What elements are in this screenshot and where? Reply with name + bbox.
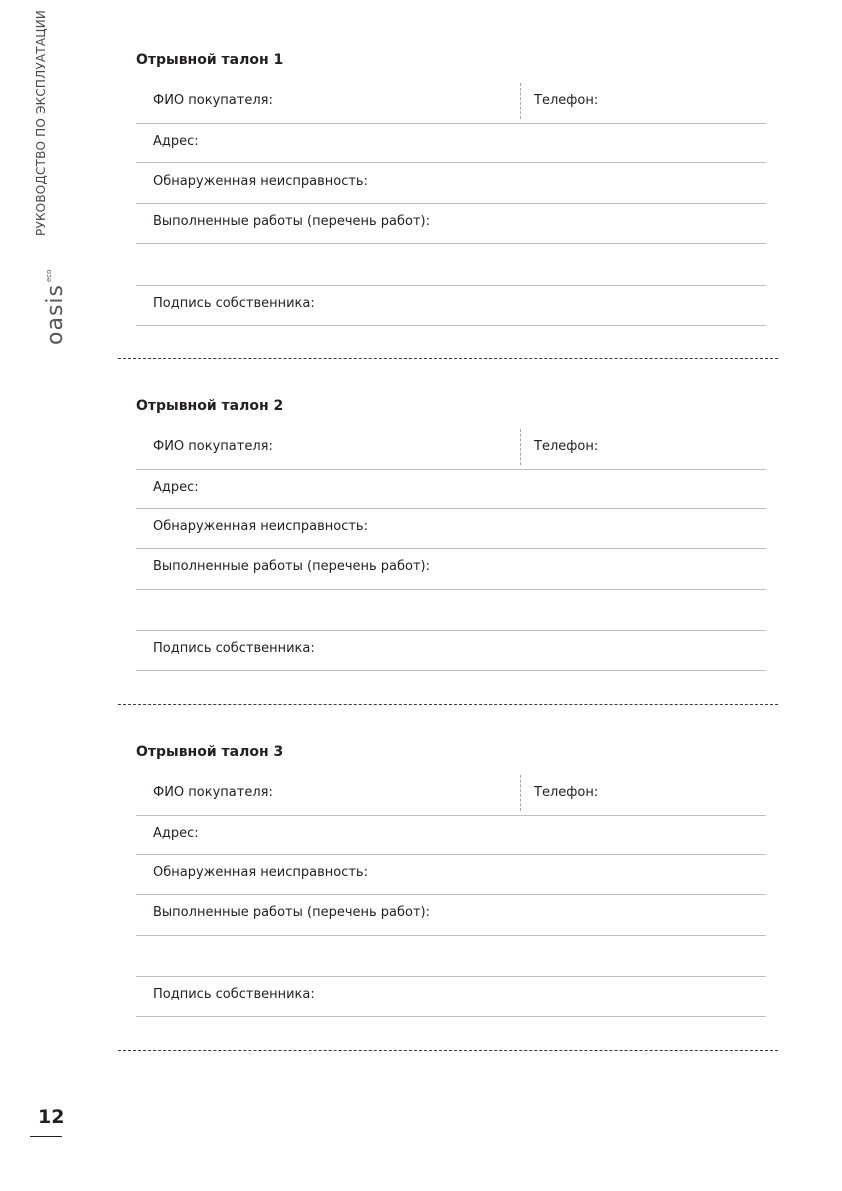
page-number-rule bbox=[30, 1136, 62, 1137]
phone-divider bbox=[520, 429, 521, 465]
buyer-name-label: ФИО покупателя: bbox=[153, 785, 273, 800]
signature-row[interactable] bbox=[136, 977, 766, 1017]
signature-row[interactable] bbox=[136, 286, 766, 326]
page-number: 12 bbox=[38, 1106, 65, 1128]
works-label: Выполненные работы (перечень работ): bbox=[153, 905, 430, 920]
works-row[interactable] bbox=[136, 204, 766, 244]
signature-label: Подпись собственника: bbox=[153, 987, 315, 1002]
buyer-name-label: ФИО покупателя: bbox=[153, 93, 273, 108]
address-row[interactable] bbox=[136, 124, 766, 163]
coupon-title: Отрывной талон 3 bbox=[136, 744, 284, 760]
works-blank-row[interactable] bbox=[136, 244, 766, 286]
address-label: Адрес: bbox=[153, 480, 199, 495]
defect-row[interactable] bbox=[136, 163, 766, 204]
defect-label: Обнаруженная неисправность: bbox=[153, 865, 368, 880]
works-blank-row[interactable] bbox=[136, 936, 766, 977]
phone-label: Телефон: bbox=[534, 93, 599, 108]
manual-title: РУКОВОДСТВО ПО ЭКСПЛУАТАЦИИ bbox=[34, 9, 48, 236]
defect-label: Обнаруженная неисправность: bbox=[153, 174, 368, 189]
phone-label: Телефон: bbox=[534, 785, 599, 800]
coupon-title: Отрывной талон 2 bbox=[136, 398, 284, 414]
cut-line bbox=[118, 358, 778, 359]
buyer-name-label: ФИО покупателя: bbox=[153, 439, 273, 454]
brand-suffix: eco bbox=[45, 269, 53, 283]
signature-label: Подпись собственника: bbox=[153, 641, 315, 656]
phone-label: Телефон: bbox=[534, 439, 599, 454]
signature-row[interactable] bbox=[136, 631, 766, 671]
phone-divider bbox=[520, 775, 521, 811]
works-label: Выполненные работы (перечень работ): bbox=[153, 214, 430, 229]
phone-divider bbox=[520, 83, 521, 119]
works-label: Выполненные работы (перечень работ): bbox=[153, 559, 430, 574]
buyer-phone-row[interactable] bbox=[136, 775, 766, 816]
brand-name: oasis bbox=[43, 284, 68, 345]
works-row[interactable] bbox=[136, 895, 766, 936]
signature-label: Подпись собственника: bbox=[153, 296, 315, 311]
defect-label: Обнаруженная неисправность: bbox=[153, 519, 368, 534]
works-row[interactable] bbox=[136, 549, 766, 590]
address-label: Адрес: bbox=[153, 134, 199, 149]
brand-logo bbox=[43, 270, 68, 345]
cut-line bbox=[118, 1050, 778, 1051]
buyer-phone-row[interactable] bbox=[136, 429, 766, 470]
works-blank-row[interactable] bbox=[136, 590, 766, 631]
address-row[interactable] bbox=[136, 470, 766, 509]
address-row[interactable] bbox=[136, 816, 766, 855]
buyer-phone-row[interactable] bbox=[136, 83, 766, 124]
defect-row[interactable] bbox=[136, 509, 766, 549]
coupon-title: Отрывной талон 1 bbox=[136, 52, 284, 68]
address-label: Адрес: bbox=[153, 826, 199, 841]
cut-line bbox=[118, 704, 778, 705]
defect-row[interactable] bbox=[136, 855, 766, 895]
